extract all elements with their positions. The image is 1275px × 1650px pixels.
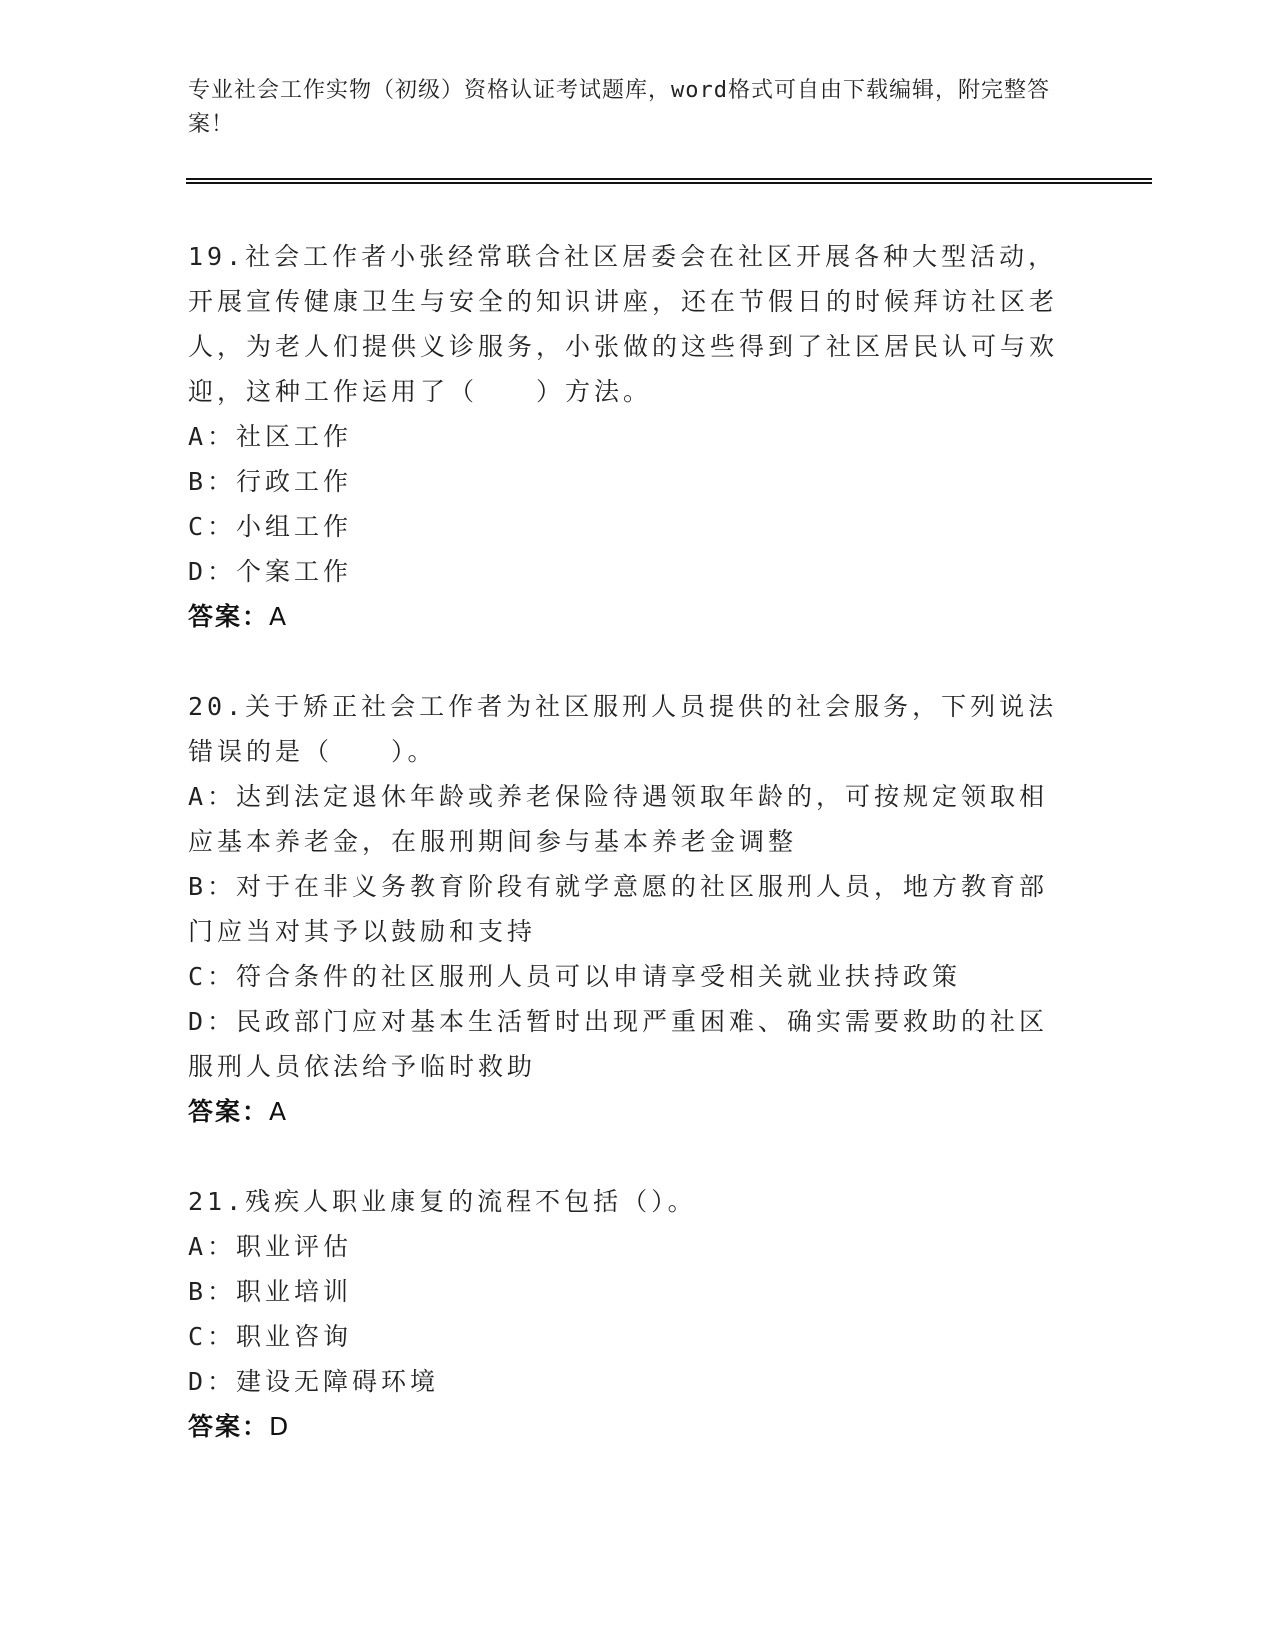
answer-label: 答案： [188,1412,270,1441]
option-b: B：对于在非义务教育阶段有就学意愿的社区服刑人员，地方教育部门应当对其予以鼓励和支持 [188,872,1049,946]
answer-value: A [269,602,289,631]
answer-label: 答案： [188,1097,270,1126]
question-stem: 20.关于矫正社会工作者为社区服刑人员提供的社会服务，下列说法错误的是（ ）。 [188,692,1058,766]
answer-line [188,1404,1068,1450]
header-divider [186,178,1152,184]
question-list [188,234,1068,1494]
question-stem: 19.社会工作者小张经常联合社区居委会在社区开展各种大型活动，开展宣传健康卫生与安全的知识讲座，还在节假日的时候拜访社区老人，为老人们提供义诊服务，小张做的这些得到了社区居民认可与欢迎，这种工作运用了（ ）方法。 [188,242,1059,406]
option-b: B：职业培训 [188,1277,353,1306]
option-d: D：个案工作 [188,557,353,586]
question-20 [188,684,1068,1135]
page-header: 专业社会工作实物（初级）资格认证考试题库，word格式可自由下载编辑，附完整答案！ [188,78,1050,137]
option-c: C：符合条件的社区服刑人员可以申请享受相关就业扶持政策 [188,962,962,991]
answer-line [188,594,1068,640]
option-a: A：职业评估 [188,1232,353,1261]
question-19 [188,234,1068,640]
question-21 [188,1179,1068,1450]
option-c: C：小组工作 [188,512,353,541]
option-d: D：民政部门应对基本生活暂时出现严重困难、确实需要救助的社区服刑人员依法给予临时救助 [188,1007,1049,1081]
option-a: A：社区工作 [188,422,353,451]
option-a: A：达到法定退休年龄或养老保险待遇领取年龄的，可按规定领取相应基本养老金，在服刑期间参与基本养老金调整 [188,782,1049,856]
option-c: C：职业咨询 [188,1322,353,1351]
option-d: D：建设无障碍环境 [188,1367,440,1396]
option-b: B：行政工作 [188,467,353,496]
question-stem: 21.残疾人职业康复的流程不包括（）。 [188,1187,697,1216]
answer-line [188,1089,1068,1135]
answer-label: 答案： [188,602,270,631]
answer-value: D [269,1412,291,1441]
answer-value: A [269,1097,289,1126]
